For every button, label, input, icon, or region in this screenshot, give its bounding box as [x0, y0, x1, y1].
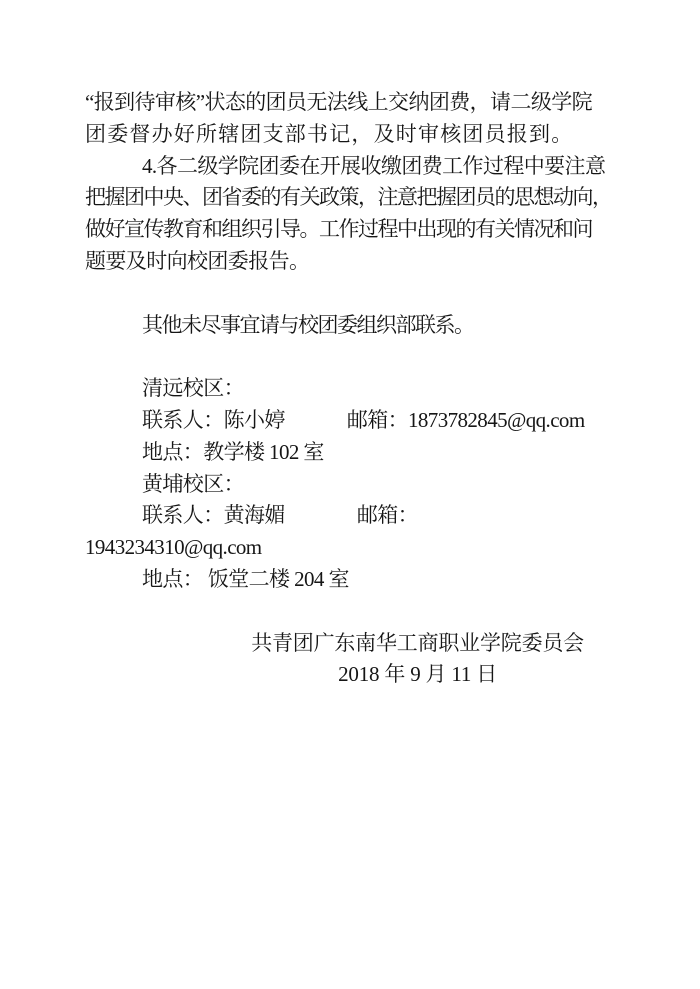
qingyuan-campus-label: 清远校区：: [142, 376, 244, 401]
huangpu-email-value-line: 1943234310@qq.com: [85, 535, 262, 560]
huangpu-contact-line: [85, 500, 614, 532]
qingyuan-contact-person: 联系人：陈小婷: [142, 407, 285, 432]
qingyuan-contact-email: 邮箱：1873782845@qq.com: [346, 407, 585, 432]
qingyuan-contact-line: [85, 405, 614, 437]
body-line-1: “报到待审核”状态的团员无法线上交纳团费，请二级学院: [85, 90, 593, 114]
body-line-3-item4: 4.各二级学院团委在开展收缴团费工作过程中要注意: [142, 153, 606, 178]
body-line-4: 把握团中央、团省委的有关政策，注意把握团员的思想动向，: [85, 185, 612, 210]
body-line-6: 题要及时向校团委报告。: [85, 248, 310, 273]
signature-org-name: 共青团广东南华工商职业学院委员会: [251, 630, 584, 655]
blank-line: [85, 596, 614, 628]
signature-block: [251, 628, 584, 692]
blank-line: [85, 341, 614, 373]
huangpu-location-line: 地点： 饭堂二楼 204 室: [142, 566, 349, 591]
body-line-5: 做好宣传教育和组织引导。工作过程中出现的有关情况和问: [85, 217, 592, 242]
document-content: [85, 87, 614, 691]
signature-date: 2018 年 9 月 11 日: [338, 662, 498, 687]
huangpu-campus-label: 黄埔校区：: [142, 471, 244, 496]
qingyuan-location-line: 地点：教学楼 102 室: [142, 439, 324, 464]
huangpu-contact-person: 联系人：黄海媚: [142, 503, 285, 528]
note-line: 其他未尽事宜请与校团委组织部联系。: [142, 312, 474, 337]
body-line-2: 团委督办好所辖团支部书记，及时审核团员报到。: [85, 121, 574, 146]
blank-line: [85, 278, 614, 310]
huangpu-email-label: 邮箱：: [356, 503, 419, 528]
